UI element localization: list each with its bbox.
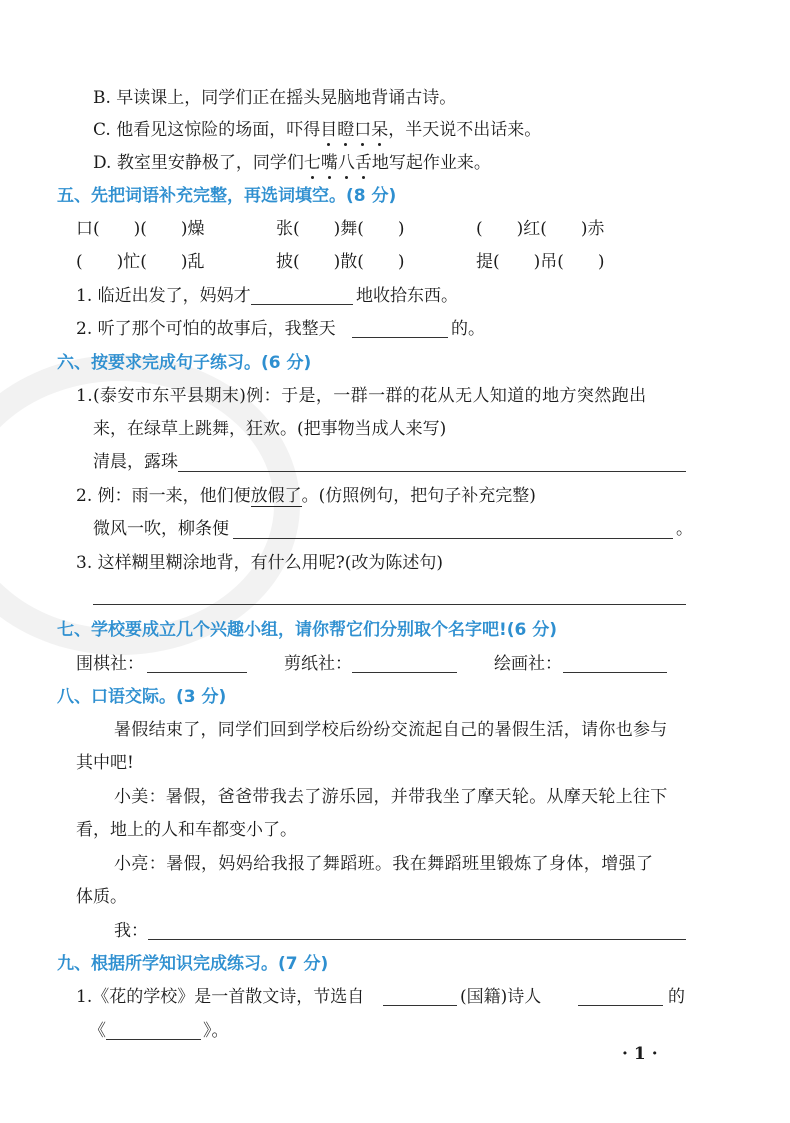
q9-line-1-c: 的 (668, 987, 685, 1007)
option-d: D. 教室里安静极了，同学们七嘴八舌地写起作业来。 (93, 153, 491, 173)
section-8-heading: 八、口语交际。(3 分) (57, 687, 227, 707)
paragraph-1-line-1: 暑假结束了，同学们回到学校后纷纷交流起自己的暑假生活，请你也参与 (114, 720, 668, 740)
word-blank-6: 提( )吊( ) (476, 252, 605, 272)
section-6-heading: 六、按要求完成句子练习。(6 分) (57, 353, 312, 373)
q9-line-2-a: 《 (89, 1021, 106, 1041)
answer-line[interactable] (578, 1004, 663, 1006)
fill-sentence-1-end: 地收拾东西。 (356, 286, 458, 306)
q9-line-2-b: 》。 (203, 1021, 229, 1041)
fill-sentence-1: 1. 临近出发了，妈妈才 (76, 286, 251, 306)
answer-line[interactable] (383, 1004, 457, 1006)
answer-line[interactable] (251, 303, 353, 305)
answer-line[interactable] (233, 537, 673, 539)
paragraph-1-line-2: 其中吧! (76, 753, 134, 773)
answer-line[interactable] (352, 336, 448, 338)
answer-line[interactable] (93, 603, 686, 605)
me-label: 我： (114, 921, 148, 941)
item-1-answer-prefix: 清晨，露珠 (93, 452, 178, 472)
answer-line[interactable] (148, 938, 686, 940)
q9-line-1-a: 1.《花的学校》是一首散文诗，节选自 (76, 987, 365, 1007)
item-2-answer-end: 。 (676, 519, 693, 539)
option-b: B. 早读课上，同学们正在摇头晃脑地背诵古诗。 (93, 88, 457, 108)
word-blank-1: 口( )( )燥 (76, 219, 205, 239)
fill-sentence-2-end: 的。 (451, 319, 485, 339)
word-blank-3: ( )红( )赤 (476, 219, 605, 239)
item-3: 3. 这样糊里糊涂地背，有什么用呢?(改为陈述句) (76, 553, 444, 573)
answer-line[interactable] (352, 671, 457, 673)
answer-line[interactable] (147, 671, 247, 673)
club-papercut-label: 剪纸社： (284, 654, 352, 674)
answer-line[interactable] (178, 470, 686, 472)
answer-line[interactable] (106, 1038, 201, 1040)
item-2-answer-prefix: 微风一吹，柳条便 (93, 519, 229, 539)
word-blank-2: 张( )舞( ) (276, 219, 405, 239)
club-weiqi-label: 围棋社： (76, 654, 144, 674)
paragraph-2-line-2: 看，地上的人和车都变小了。 (76, 820, 297, 840)
club-painting-label: 绘画社： (494, 654, 562, 674)
word-blank-4: ( )忙( )乱 (76, 252, 205, 272)
section-9-heading: 九、根据所学知识完成练习。(7 分) (57, 954, 329, 974)
answer-line[interactable] (563, 671, 667, 673)
paragraph-2-line-1: 小美：暑假，爸爸带我去了游乐园，并带我坐了摩天轮。从摩天轮上往下 (114, 787, 668, 807)
q9-line-1-b: (国籍)诗人 (460, 987, 542, 1007)
section-5-heading: 五、先把词语补充完整，再选词填空。(8 分) (57, 186, 397, 206)
item-1-line-1: 1.(泰安市东平县期末)例：于是，一群一群的花从无人知道的地方突然跑出 (76, 386, 647, 406)
option-c: C. 他看见这惊险的场面，吓得目瞪口呆，半天说不出话来。 (93, 120, 542, 140)
paragraph-3-line-2: 体质。 (76, 887, 127, 907)
item-1-line-2: 来，在绿草上跳舞，狂欢。(把事物当成人来写) (93, 419, 447, 439)
word-blank-5: 披( )散( ) (276, 252, 405, 272)
page-number: ·1· (622, 1044, 664, 1064)
section-7-heading: 七、学校要成立几个兴趣小组，请你帮它们分别取个名字吧!(6 分) (57, 620, 558, 640)
paragraph-3-line-1: 小亮：暑假，妈妈给我报了舞蹈班。我在舞蹈班里锻炼了身体，增强了 (114, 854, 654, 874)
fill-sentence-2: 2. 听了那个可怕的故事后，我整天 (76, 319, 336, 339)
item-2-example: 2. 例：雨一来，他们便放假了。(仿照例句，把句子补充完整) (76, 486, 536, 506)
